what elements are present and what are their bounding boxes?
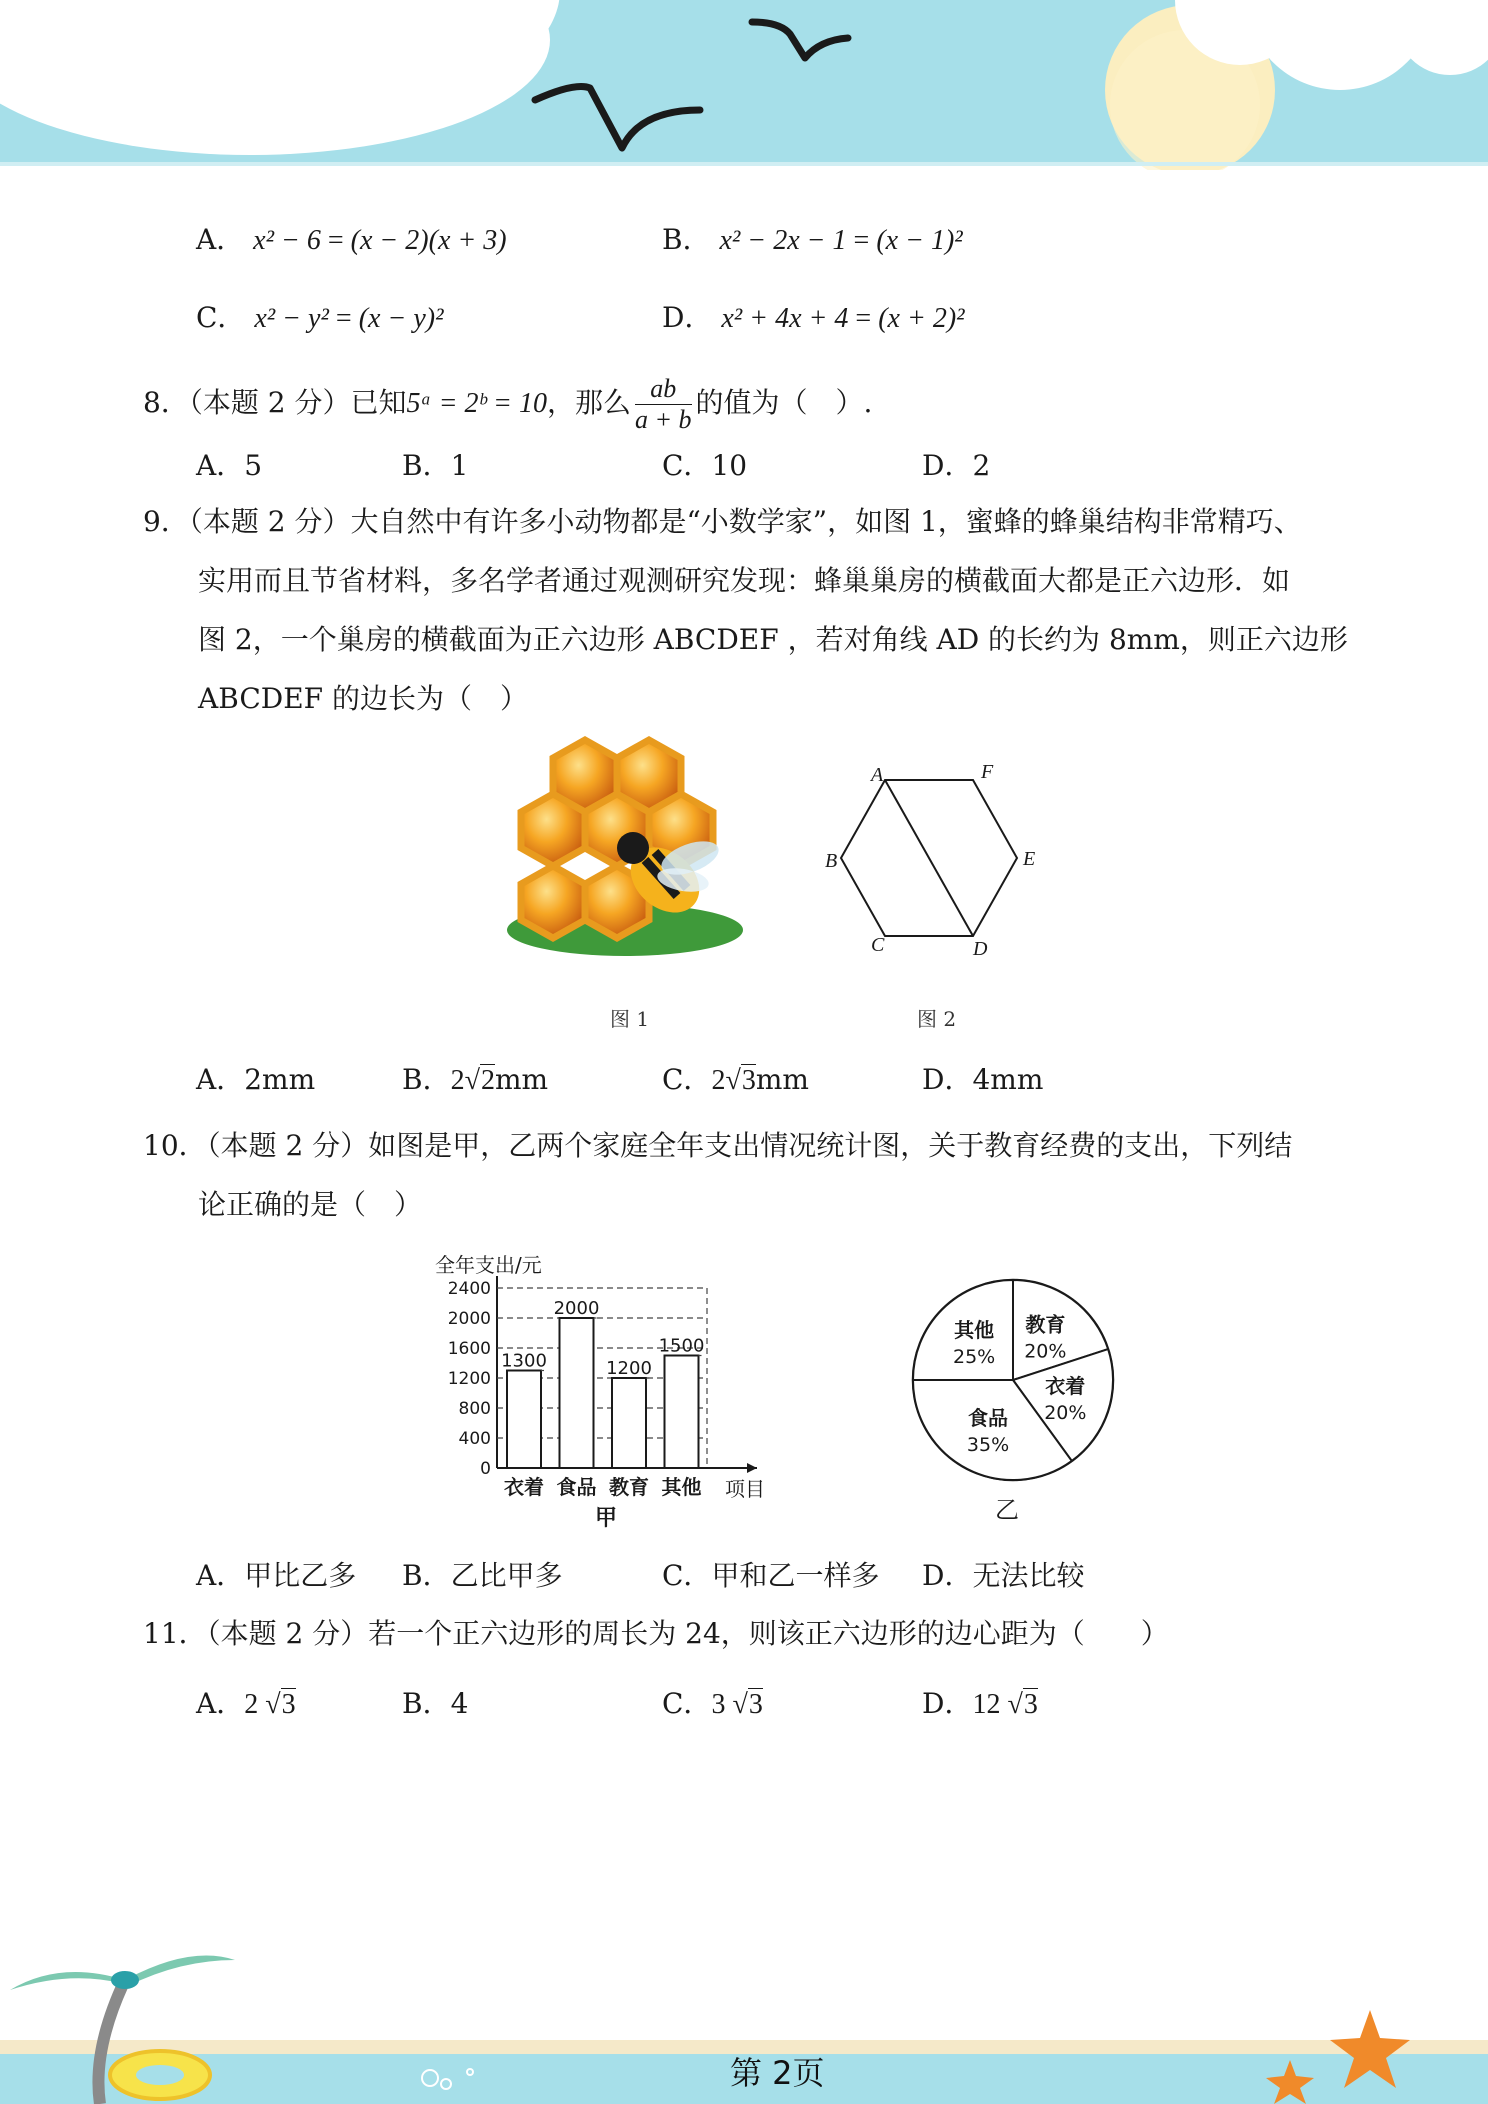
q7-option-d[interactable]: D． x² + 4x + 4 = (x + 2)²	[662, 301, 965, 334]
bar-chart-tick-label: 800	[458, 1399, 491, 1419]
q8-fraction: $\frac{ab}{a + b}$	[634, 374, 692, 434]
bar-chart-tick-label: 0	[480, 1459, 491, 1479]
diagonal-ad	[885, 780, 973, 936]
pie-slice-percent: 35%	[966, 1434, 1010, 1457]
pie-chart-title: 乙	[995, 1496, 1019, 1524]
pie-slice-label: 教育	[1025, 1312, 1066, 1337]
q9-stem-line1: 9．（本题 2 分）大自然中有许多小动物都是“小数学家”，如图 1，蜜蜂的蜂巢结构非常精巧、	[143, 505, 1302, 538]
bar-value-label: 2000	[553, 1298, 600, 1319]
bar-chart-ylabel: 全年支出/元	[435, 1253, 542, 1277]
bar-chart-tick-label: 1200	[447, 1369, 491, 1389]
bar-category-label: 教育	[609, 1475, 649, 1499]
bar-value-label: 1200	[606, 1358, 652, 1379]
bar-chart-tick-label: 400	[458, 1429, 491, 1449]
bar-chart-family-jia	[425, 1250, 785, 1530]
bar-value-label: 1500	[658, 1335, 705, 1357]
q8-option-b[interactable]: B．1	[402, 449, 469, 482]
pie-chart-family-yi	[895, 1268, 1135, 1528]
q8-option-d[interactable]: D．2	[922, 449, 991, 482]
pie-slice-label: 食品	[968, 1406, 1009, 1431]
figure2-caption: 图 2	[917, 1007, 957, 1031]
q8-option-a[interactable]: A．5	[196, 449, 263, 482]
q11-stem: 11．（本题 2 分）若一个正六边形的周长为 24，则该正六边形的边心距为（ ）	[143, 1617, 1169, 1650]
vertex-label-b: B	[825, 850, 838, 872]
q11-option-a[interactable]: A．2 √3	[196, 1687, 296, 1720]
vertex-label-c: C	[871, 934, 885, 956]
honeycomb-bee-image	[505, 730, 745, 960]
pie-slice-percent: 25%	[952, 1346, 996, 1369]
q8-stem: 8．（本题 2 分）已知5ᵃ = 2ᵇ = 10，那么 $\frac{ab}{a + b}$ 的值为（ ）.	[143, 374, 873, 434]
vertex-label-f: F	[981, 761, 994, 783]
hexagon-figure	[805, 755, 1055, 970]
pie-slice-label: 衣着	[1045, 1373, 1086, 1398]
bar-category-label: 食品	[556, 1475, 597, 1499]
q9-option-d[interactable]: D．4mm	[922, 1063, 1044, 1096]
q9-stem-line4: ABCDEF 的边长为（ ）	[198, 682, 528, 715]
pie-slice-percent: 20%	[1024, 1340, 1067, 1363]
pie-slice-percent: 20%	[1044, 1401, 1087, 1424]
bar-chart-tick-label: 1600	[447, 1339, 491, 1359]
bar-chart-xlabel: 项目	[725, 1477, 765, 1501]
figure1-caption: 图 1	[610, 1007, 650, 1031]
bar-衣着	[507, 1371, 541, 1469]
bar-category-label: 衣着	[504, 1475, 544, 1499]
q9-option-a[interactable]: A．2mm	[196, 1063, 316, 1096]
q9-stem-line3: 图 2，一个巢房的横截面为正六边形 ABCDEF ，若对角线 AD 的长约为 8mm，则正六边形	[198, 623, 1348, 656]
vertex-label-d: D	[973, 938, 988, 960]
q9-option-c[interactable]: C．2√3mm	[662, 1063, 809, 1096]
q10-stem-line1: 10．（本题 2 分）如图是甲，乙两个家庭全年支出情况统计图，关于教育经费的支出，下列结	[143, 1129, 1293, 1162]
q10-stem-line2: 论正确的是（ ）	[198, 1188, 423, 1221]
q10-option-a[interactable]: A．甲比乙多	[196, 1559, 357, 1592]
q9-stem-line2: 实用而且节省材料，多名学者通过观测研究发现：蜂巢巢房的横截面大都是正六边形．如	[198, 564, 1291, 597]
bar-食品	[560, 1318, 594, 1468]
bar-chart-tick-label: 2000	[447, 1309, 491, 1329]
q8-option-c[interactable]: C．10	[662, 449, 748, 482]
q7-option-c[interactable]: C． x² − y² = (x − y)²	[196, 301, 444, 334]
q9-option-b[interactable]: B．2√2mm	[402, 1063, 549, 1096]
x-axis-arrow-icon	[747, 1463, 757, 1473]
q11-option-c[interactable]: C．3 √3	[662, 1687, 763, 1720]
header-sky-decoration	[0, 0, 1488, 170]
q7-option-b[interactable]: B． x² − 2x − 1 = (x − 1)²	[662, 223, 963, 256]
q10-option-c[interactable]: C．甲和乙一样多	[662, 1559, 880, 1592]
q11-option-b[interactable]: B．4	[402, 1687, 469, 1720]
page-number: 第 2页	[730, 2054, 825, 2092]
bar-chart-title: 甲	[595, 1506, 618, 1530]
q10-option-b[interactable]: B．乙比甲多	[402, 1559, 563, 1592]
vertex-label-a: A	[871, 764, 884, 786]
bar-category-label: 其他	[661, 1475, 702, 1499]
bar-其他	[665, 1356, 699, 1469]
q10-option-d[interactable]: D．无法比较	[922, 1559, 1085, 1592]
vertex-label-e: E	[1023, 848, 1036, 870]
pie-slice-label: 其他	[954, 1318, 995, 1343]
bar-教育	[612, 1378, 646, 1468]
q7-option-a[interactable]: A． x² − 6 = (x − 2)(x + 3)	[196, 223, 507, 256]
bar-chart-tick-label: 2400	[447, 1279, 491, 1299]
bar-value-label: 1300	[501, 1350, 547, 1372]
q11-option-d[interactable]: D．12 √3	[922, 1687, 1038, 1720]
